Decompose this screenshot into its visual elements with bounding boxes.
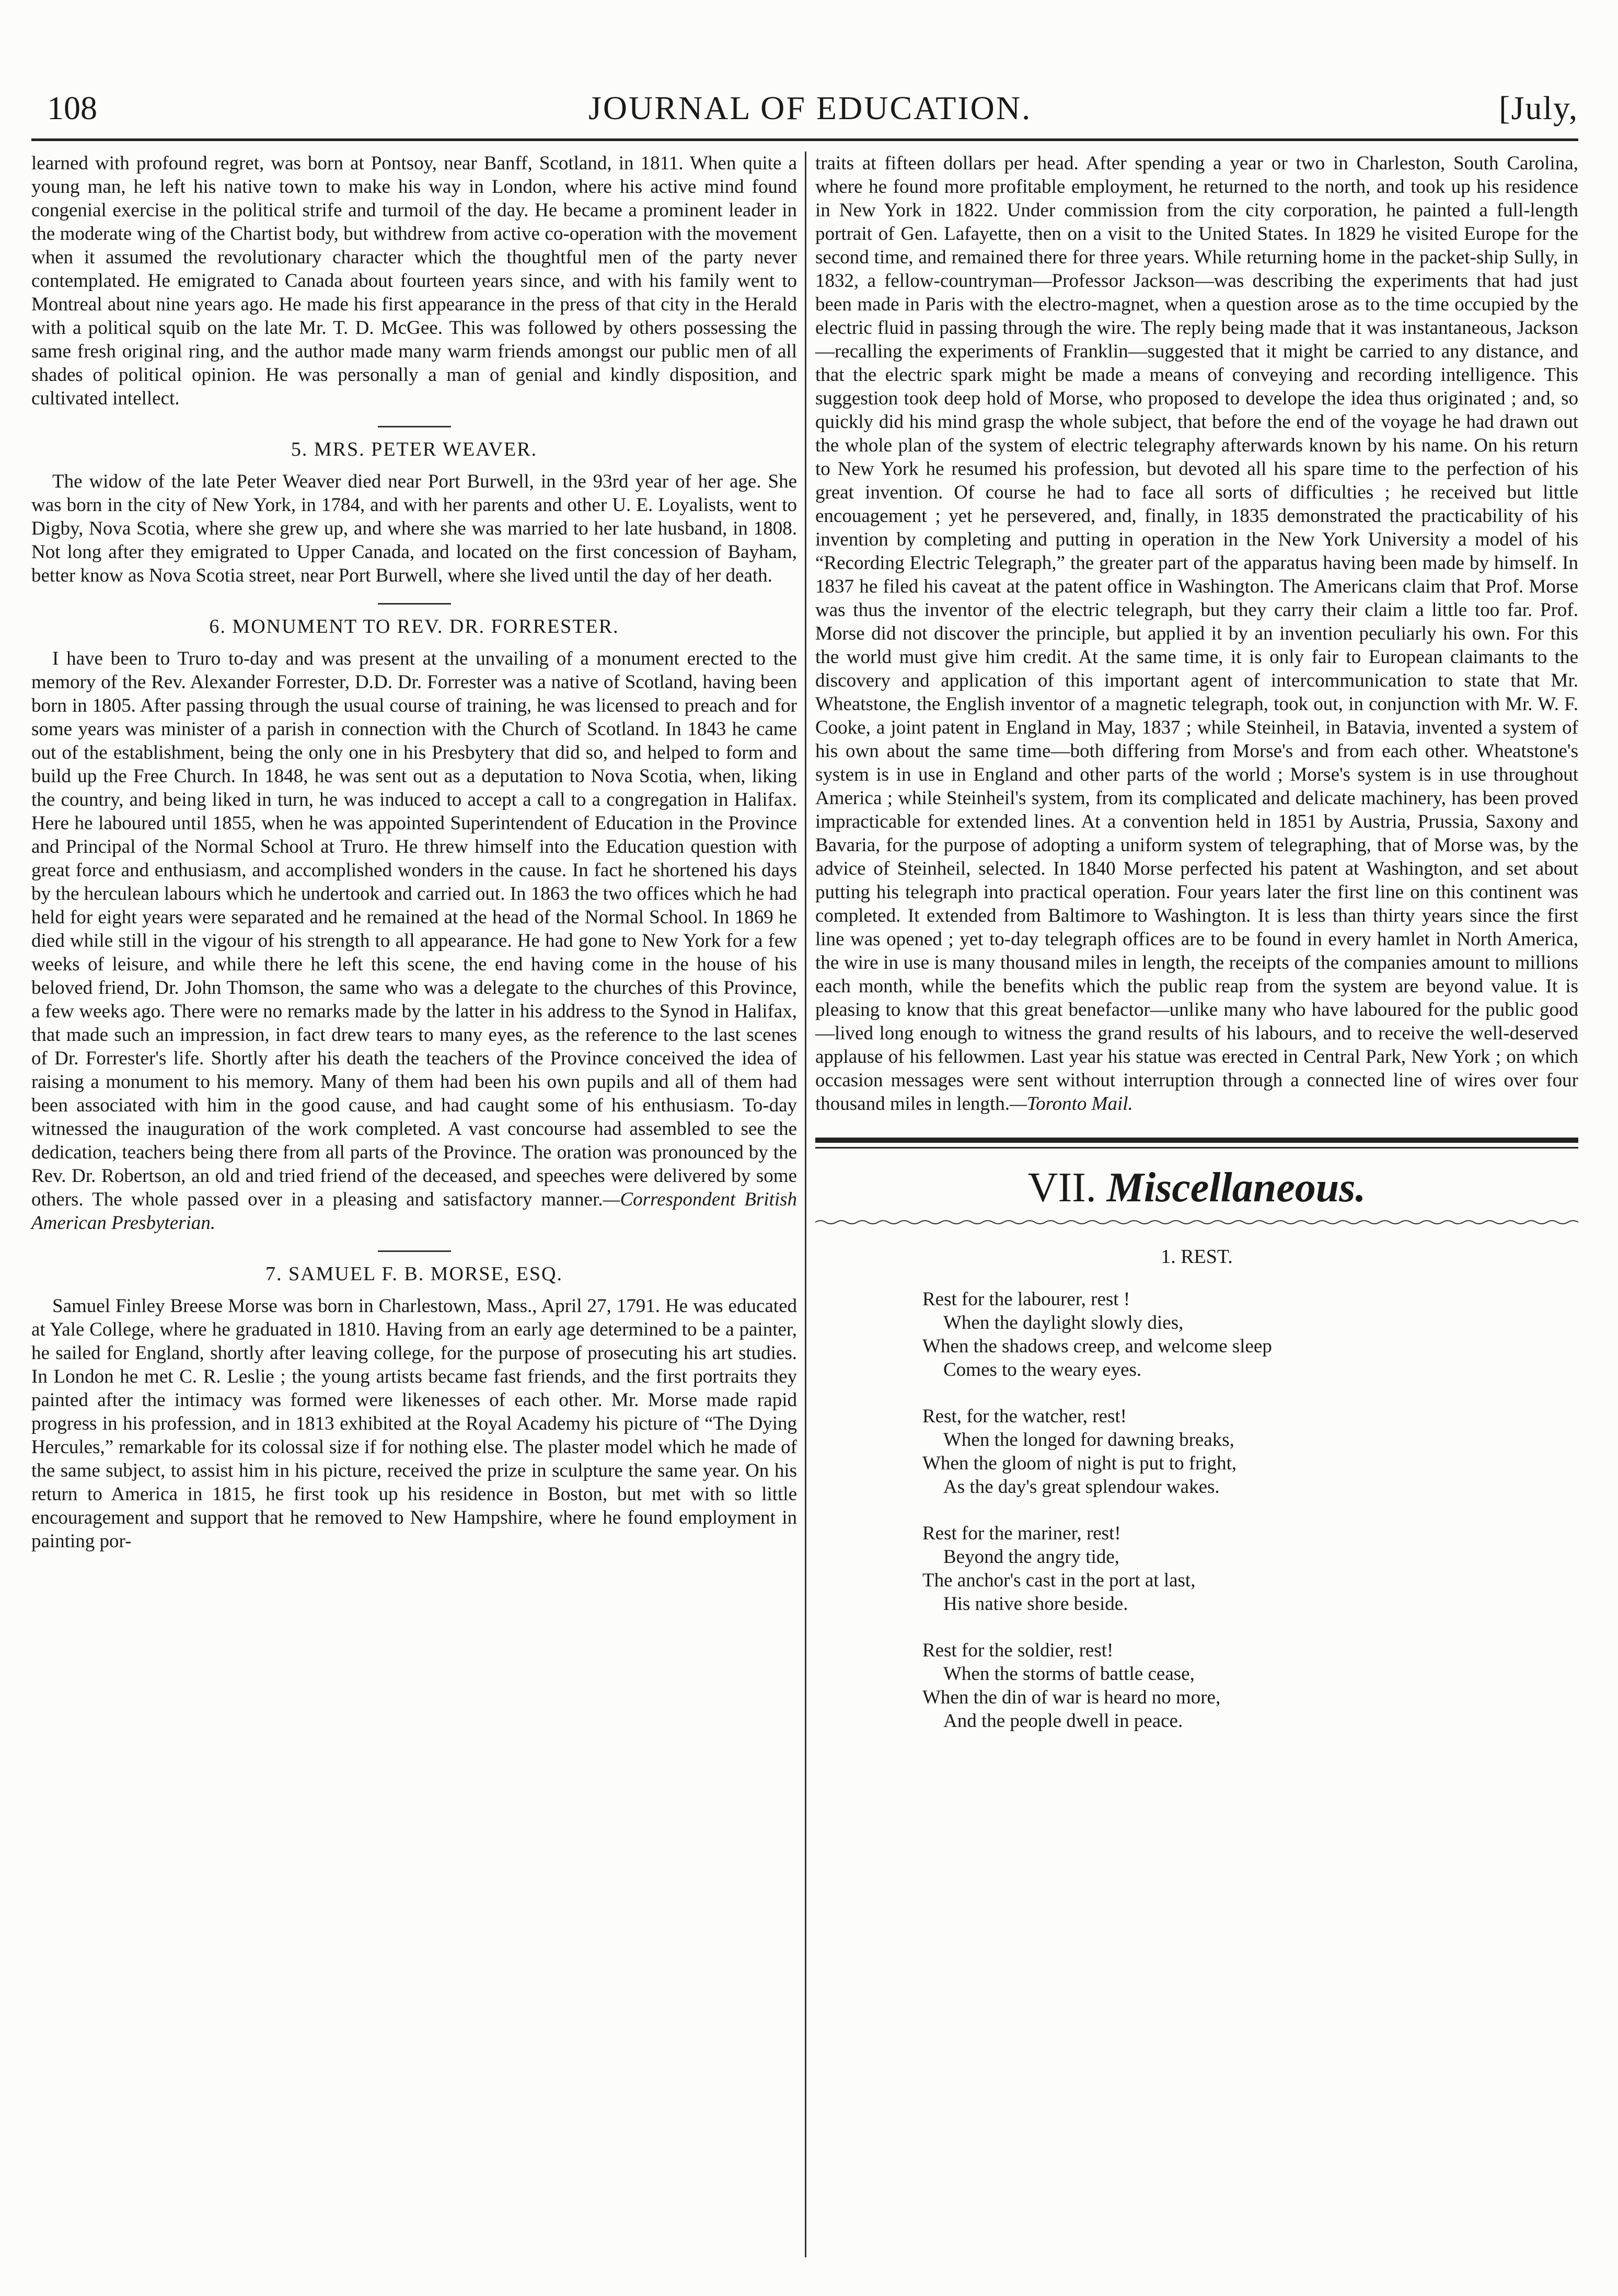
section-separator xyxy=(378,426,451,427)
section-word-miscellaneous: Miscellaneous. xyxy=(1106,1165,1366,1211)
poem-line: Beyond the angry tide, xyxy=(943,1546,1120,1568)
poem-line: When the longed for dawning breaks, xyxy=(943,1429,1234,1451)
obituary-continued-paragraph: learned with profound regret, was born at Pontsoy, near Banff, Scotland, in 1811. When quite a young man, he left his native town to make his way in London, where his active mind found congenial exercise in the political strife and turmoil of the day. He became a prominent leader in the moderate wing of the Chartist body, but withdrew from active co-operation with the movement when it assumed the revolutionary character which the thoughtful men of the party never contemplated. He emigrated to Canada about fourteen years since, and with his family went to Montreal about nine years ago. He made his first appearance in the press of that city in the Herald with a political squib on the late Mr. T. D. McGee. This was followed by others possessing the same fresh original ring, and the author made many warm friends amongst our public men of all shades of political opinion. He was personally a man of genial and kindly disposition, and cultivated intellect. xyxy=(31,153,797,409)
section-title-forrester: 6. MONUMENT TO REV. DR. FORRESTER. xyxy=(209,616,619,637)
section-heavy-rule xyxy=(815,1138,1578,1143)
right-column xyxy=(815,152,1578,1756)
poem-line: Comes to the weary eyes. xyxy=(943,1359,1142,1381)
poem-line: When the shadows creep, and welcome sleep xyxy=(922,1336,1272,1357)
section-title-mrs-weaver: 5. MRS. PETER WEAVER. xyxy=(291,438,538,460)
poem-title: 1. REST. xyxy=(1161,1246,1233,1268)
issue-month: [July, xyxy=(1499,89,1578,126)
poem-line: Rest for the mariner, rest! xyxy=(922,1523,1121,1544)
section-light-rule xyxy=(815,1147,1578,1149)
poem-line: His native shore beside. xyxy=(943,1593,1128,1615)
poem-line: Rest for the labourer, rest ! xyxy=(922,1289,1130,1310)
section-title-morse: 7. SAMUEL F. B. MORSE, ESQ. xyxy=(265,1263,563,1285)
wavy-divider xyxy=(815,1219,1578,1226)
poem-line: When the gloom of night is put to fright, xyxy=(922,1453,1237,1474)
poem-line: The anchor's cast in the port at last, xyxy=(922,1570,1196,1591)
poem-stanza xyxy=(922,1288,1578,1382)
section-body-morse: Samuel Finley Breese Morse was born in Charlestown, Mass., April 27, 1791. He was educated at Yale College, where he graduated in 1810. Having from an early age determined to be a painter, he sailed for England, shortly after leaving college, for the purpose of prosecuting his art studies. In London he met C. R. Leslie ; the young artists became fast friends, and the first portraits they painted after the intimacy was formed were likenesses of each other. Mr. Morse made rapid progress in his profession, and in 1813 exhibited at the Royal Academy his picture of “The Dying Hercules,” remarkable for its colossal size if for nothing else. The plaster model which he made of the same subject, to assist him in his picture, received the prize in sculpture the same year. On his return to America in 1815, he first took up his residence in Boston, but met with so little encouragement and support that he removed to New Hampshire, where he found employment in painting por- xyxy=(31,1295,797,1552)
poem-stanza xyxy=(922,1522,1578,1616)
poem-stanza xyxy=(922,1405,1578,1499)
left-column xyxy=(31,152,797,1553)
section-body-mrs-weaver: The widow of the late Peter Weaver died near Port Burwell, in the 93rd year of her age. She was born in the city of New York, in 1784, and with her parents and other U. E. Loyalists, went to Digby, Nova Scotia, where she grew up, and where she was married to her late husband, in 1808. Not long after they emigrated to Upper Canada, and located on the first concession of Bayham, better know as Nova Scotia street, near Port Burwell, where she lived until the day of her death. xyxy=(31,471,797,586)
header-rule xyxy=(31,138,1578,141)
journal-title: JOURNAL OF EDUCATION. xyxy=(588,89,1032,126)
poem-line: When the storms of battle cease, xyxy=(943,1663,1195,1685)
poem-line: As the day's great splendour wakes. xyxy=(943,1476,1220,1498)
forrester-text: I have been to Truro to-day and was present at the unvailing of a monument erected to the memory of the Rev. Alexander Forrester, D.D. Dr. Forrester was a native of Scotland, having been born in 1805. After passing through the usual course of training, he was licensed to preach and for some years was minister of a parish in connection with the Church of Scotland. In 1843 he came out of the establishment, being the only one in his Presbytery that did so, and helped to form and build up the Free Church. In 1848, he was sent out as a deputation to Nova Scotia, when, liking the country, and being liked in turn, he was induced to accept a call to a congregation in Halifax. Here he laboured until 1855, when he was appointed Superintendent of Education in the Province and Principal of the Normal School at Truro. He threw himself into the Education question with great force and enthusiasm, and accomplished wonders in the cause. In fact he shortened his days by the herculean labours which he undertook and carried out. In 1863 the two offices which he had held for eight years were separated and he remained at the head of the Normal School. In 1869 he died while still in the vigour of his strength to all appearance. He had gone to New York for a few weeks of leisure, and while there he left this scene, the end having come in the house of his beloved friend, Dr. John Thomson, the same who was a delegate to the churches of this Province, a few weeks ago. There were no remarks made by the latter in his address to the Synod in Halifax, that made such an impression, in fact drew tears to many eyes, as the reference to the last scenes of Dr. Forrester's life. Shortly after his death the teachers of the Province conceived the idea of raising a monument to his memory. Many of them had been his own pupils and all of them had been associated with him in the good cause, and had caught some of his enthusiasm. To-day witnessed the inauguration of the work completed. A vast concourse had assembled to see the dedication, teachers being there from all parts of the Province. The oration was pronounced by the Rev. Dr. Robertson, an old and tried friend of the deceased, and speeches were delivered by some others. The whole passed over in a pleasing and satisfactory manner. xyxy=(31,648,797,1210)
section-separator xyxy=(378,1250,451,1252)
morse-signature: —Toronto Mail. xyxy=(1010,1093,1133,1115)
poem-line: Rest, for the watcher, rest! xyxy=(922,1406,1127,1427)
forrester-signature: —Correspondent British American Presbyterian. xyxy=(31,1189,798,1234)
poem-line: Rest for the soldier, rest! xyxy=(922,1640,1114,1661)
poem-line: When the din of war is heard no more, xyxy=(922,1687,1221,1708)
poem-stanza xyxy=(922,1639,1578,1733)
page-header xyxy=(42,78,1578,136)
morse-continued-text: traits at fifteen dollars per head. After spending a year or two in Charleston, South Carolina, where he found more profitable employment, he returned to the north, and took up his residence in New York in 1822. Under commission from the city corporation, he painted a full-length portrait of Gen. Lafayette, then on a visit to the United States. In 1829 he visited Europe for the second time, and remained there for three years. While returning home in the packet-ship Sully, in 1832, a fellow-countryman—Professor Jackson—was describing the experiments that had just been made in Paris with the electro-magnet, when a question arose as to the time occupied by the electric fluid in passing through the wire. The reply being made that it was instantaneous, Jackson—recalling the experiments of Franklin—suggested that it might be carried to any distance, and that the electric spark might be made a means of conveying and recording intelligence. This suggestion took deep hold of Morse, who proposed to develope the idea thus originated ; and, so quickly did his mind grasp the whole subject, that before the end of the voyage he had drawn out the whole plan of the system of electric telegraphy afterwards known by his name. On his return to New York he resumed his profession, but devoted all his spare time to the perfection of his great invention. Of course he had to face all sorts of difficulties ; he received but little encouagement ; yet he persevered, and, finally, in 1835 demonstrated the practicability of his invention by completing and putting in operation in the New York University a model of his “Recording Electric Telegraph,” the greater part of the apparatus having been made by himself. In 1837 he filed his caveat at the patent office in Washington. The Americans claim that Prof. Morse was thus the inventor of the electric telegraph, but they carry their claim a little too far. Prof. Morse did not discover the principle, but applied it by an invention peculiarly his own. For this the world must give him credit. At the same time, it is only fair to European claimants to the discovery and application of this important agent of intercommunication to state that Mr. Wheatstone, the English inventor of a magnetic telegraph, took out, in conjunction with Mr. W. F. Cooke, a joint patent in England in May, 1837 ; while Steinheil, in Batavia, invented a system of his own about the same time—both differing from Morse's and from each other. Wheatstone's system is in use in England and other parts of the world ; Morse's system is in use throughout America ; while Steinheil's system, from its complicated and delicate machinery, has been proved impracticable for extended lines. At a convention held in 1851 by Austria, Prussia, Saxony and Bavaria, for the purpose of adopting a uniform system of telegraphing, that of Morse was, by the advice of Steinheil, selected. In 1840 Morse perfected his patent at Washington, and set about putting his telegraph into practical operation. Four years later the first line on this continent was completed. It extended from Baltimore to Washington. It is less than thirty years since the first line was opened ; yet to-day telegraph offices are to be found in every hamlet in North America, the wire in use is many thousand miles in length, the receipts of the companies amount to millions each month, while the benefits which the public reap from the system are beyond value. It is pleasing to know that this great benefactor—unlike many who have laboured for the public good—lived long enough to witness the grand results of his labours, and to receive the well-deserved applause of his fellowmen. Last year his statue was erected in Central Park, New York ; on which occasion messages were sent without interruption through a connected line of wires over four thousand miles in length. xyxy=(815,153,1578,1115)
section-body-forrester xyxy=(31,647,797,1235)
page-number: 108 xyxy=(47,89,97,126)
poem-line: And the people dwell in peace. xyxy=(943,1710,1183,1732)
column-divider xyxy=(805,152,806,2257)
miscellaneous-heading xyxy=(815,1164,1578,1211)
morse-continued-paragraph xyxy=(815,152,1578,1116)
section-separator xyxy=(378,603,451,605)
poem xyxy=(815,1288,1578,1733)
poem-line: When the daylight slowly dies, xyxy=(943,1312,1184,1333)
section-numeral: VII. xyxy=(1027,1165,1096,1211)
